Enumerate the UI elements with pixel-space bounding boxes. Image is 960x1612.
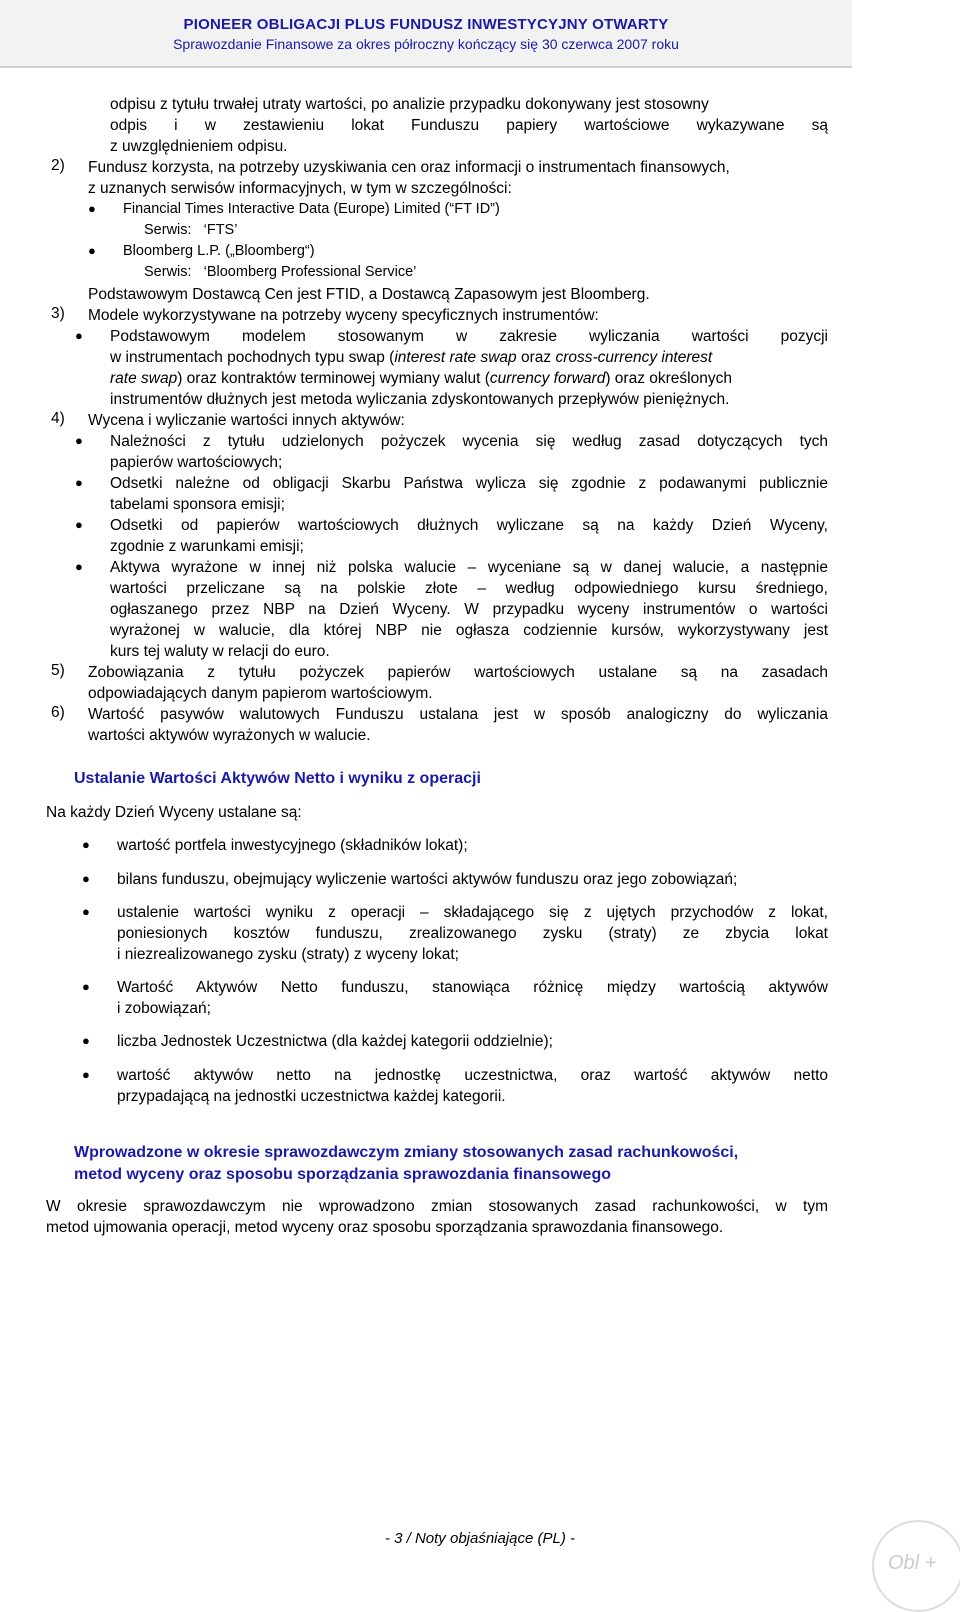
item3-bullet-line: w instrumentach pochodnych typu swap (interest rate swap oraz cross-currency interest [110,349,713,366]
bullet-icon: ● [82,979,90,994]
watermark-stamp: Obl + [872,1520,960,1612]
bullet-icon: ● [82,904,90,919]
item3-bullet-line: Podstawowym modelem stosowanym w zakresie wyliczania wartości pozycji [110,328,828,345]
item4-text: Wycena i wyliczanie wartości innych aktywów: [88,412,405,429]
bloomberg-service: Serwis: ‘Bloomberg Professional Service’ [144,264,417,280]
bullet-icon: ● [75,328,83,343]
bullet-icon: ● [82,1067,90,1082]
item6-text: Wartość pasywów walutowych Funduszu ustalana jest w sposób analogiczny do wyliczania [88,706,828,723]
section1-item: wartość aktywów netto na jednostkę uczestnictwa, oraz wartość aktywów netto [117,1067,828,1084]
page-footer: - 3 / Noty objaśniające (PL) - [384,1530,576,1547]
section2-text: metod ujmowania operacji, metod wyceny oraz sposobu sporządzania sprawozdania finansowego. [46,1219,724,1236]
item2-text: Fundusz korzysta, na potrzeby uzyskiwania cen oraz informacji o instrumentach finansowych, [88,159,730,176]
bullet-icon: ● [75,517,83,532]
item5-text: odpowiadających danym papierom wartościowym. [88,685,433,702]
section1-item: poniesionych kosztów funduszu, zrealizowanego zysku (straty) ze zbycia lokat [117,925,828,942]
intro-line: odpisu z tytułu trwałej utraty wartości, po analizie przypadku dokonywany jest stosowny [110,96,709,113]
section1-item: ustalenie wartości wyniku z operacji – składającego się z ujętych przychodów z lokat, [117,904,828,921]
section1-item: bilans funduszu, obejmujący wyliczenie wartości aktywów funduszu oraz jego zobowiązań; [117,871,738,888]
intro-line: z uwzględnieniem odpisu. [110,138,288,155]
bloomberg-source: Bloomberg L.P. („Bloomberg“) [123,243,315,259]
bullet-icon: ● [88,243,96,258]
bullet-icon: ● [88,201,96,216]
item4-bullet-line: papierów wartościowych; [110,454,283,471]
fund-name: PIONEER OBLIGACJI PLUS FUNDUSZ INWESTYCYJNY OTWARTY [183,16,669,33]
section-title-nav: Ustalanie Wartości Aktywów Netto i wyniku z operacji [74,770,481,787]
item-number: 3) [51,305,65,322]
item3-bullet-line: instrumentów dłużnych jest metoda wyliczania zdyskontowanych przepływów pieniężnych. [110,391,730,408]
price-provider-summary: Podstawowym Dostawcą Cen jest FTID, a Dostawcą Zapasowym jest Bloomberg. [88,286,650,303]
bullet-icon: ● [82,837,90,852]
bullet-icon: ● [82,1033,90,1048]
item4-bullet-line: kurs tej waluty w relacji do euro. [110,643,330,660]
section1-item: wartość portfela inwestycyjnego (składników lokat); [117,837,468,854]
bullet-icon: ● [75,433,83,448]
item4-bullet-line: zgodnie z warunkami emisji; [110,538,304,555]
item4-bullet-line: wartości przeliczane są na polskie złote – według odpowiedniego kursu średniego, [110,580,828,597]
item4-bullet-line: Aktywa wyrażone w innej niż polska walucie – wyceniane są w danej walucie, a następnie [110,559,828,576]
page-header [0,0,852,68]
item4-bullet-line: wyrażonej w walucie, dla której NBP nie ogłasza codziennie kursów, wykorzystywany jest [110,622,828,639]
section2-text: W okresie sprawozdawczym nie wprowadzono zmian stosowanych zasad rachunkowości, w tym [46,1198,828,1215]
item4-bullet-line: Odsetki należne od obligacji Skarbu Państwa wylicza się zgodnie z podawanymi publicznie [110,475,828,492]
section1-item: i niezrealizowanego zysku (straty) z wyceny lokat; [117,946,459,963]
section1-item: przypadającą na jednostki uczestnictwa każdej kategorii. [117,1088,506,1105]
item4-bullet-line: tabelami sponsora emisji; [110,496,285,513]
item-number: 4) [51,410,65,427]
intro-line: odpis i w zestawieniu lokat Funduszu papiery wartościowe wykazywane są [110,117,828,134]
item-number: 5) [51,662,65,679]
item2-text: z uznanych serwisów informacyjnych, w tym w szczególności: [88,180,512,197]
section1-item: i zobowiązań; [117,1000,211,1017]
bullet-icon: ● [82,871,90,886]
section-title-changes: Wprowadzone w okresie sprawozdawczym zmiany stosowanych zasad rachunkowości, [74,1144,739,1161]
item3-bullet-line: rate swap) oraz kontraktów terminowej wymiany walut (currency forward) oraz określonych [110,370,732,387]
report-period: Sprawozdanie Finansowe za okres półroczny kończący się 30 czerwca 2007 roku [173,36,679,52]
section1-item: liczba Jednostek Uczestnictwa (dla każdej kategorii oddzielnie); [117,1033,553,1050]
item4-bullet-line: Należności z tytułu udzielonych pożyczek wycenia się według zasad dotyczących tych [110,433,828,450]
item4-bullet-line: ogłaszanego przez NBP na Dzień Wyceny. W przypadku wyceny instrumentów o wartości [110,601,828,618]
item5-text: Zobowiązania z tytułu pożyczek papierów wartościowych ustalane są na zasadach [88,664,828,681]
section1-item: Wartość Aktywów Netto funduszu, stanowiąca różnicę między wartością aktywów [117,979,828,996]
item3-text: Modele wykorzystywane na potrzeby wyceny specyficznych instrumentów: [88,307,599,324]
item-number: 6) [51,704,65,721]
bullet-icon: ● [75,475,83,490]
section1-intro: Na każdy Dzień Wyceny ustalane są: [46,804,302,821]
section-title-changes: metod wyceny oraz sposobu sporządzania sprawozdania finansowego [74,1166,611,1183]
ftid-source: Financial Times Interactive Data (Europe) Limited (“FT ID”) [123,201,500,217]
item-number: 2) [51,157,65,174]
item6-text: wartości aktywów wyrażonych w walucie. [88,727,371,744]
ftid-service: Serwis: ‘FTS’ [144,222,238,238]
item4-bullet-line: Odsetki od papierów wartościowych dłużnych wyliczane są na każdy Dzień Wyceny, [110,517,828,534]
bullet-icon: ● [75,559,83,574]
